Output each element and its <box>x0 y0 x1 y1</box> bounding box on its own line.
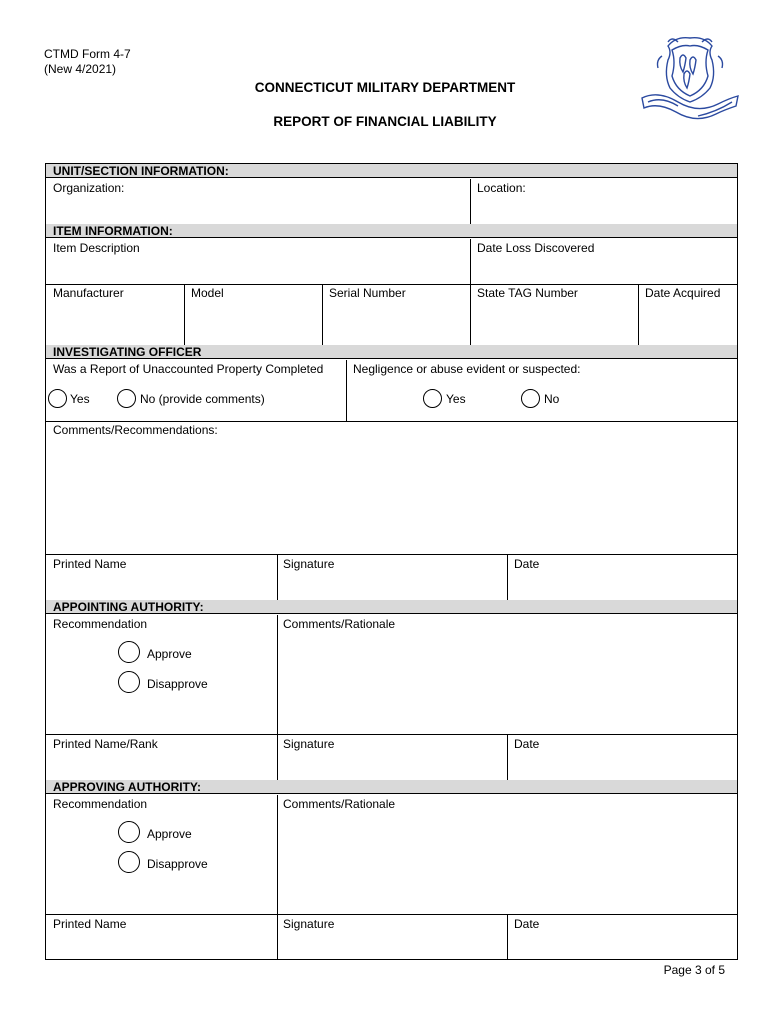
manufacturer-field[interactable]: Manufacturer <box>53 286 124 300</box>
io-signature-field[interactable]: Signature <box>283 557 335 571</box>
appointing-comments-field[interactable]: Comments/Rationale <box>283 617 396 631</box>
model-field[interactable]: Model <box>191 286 224 300</box>
report-no-radio[interactable] <box>117 389 136 408</box>
report-yes-label: Yes <box>70 392 90 406</box>
connecticut-state-seal-icon <box>638 32 742 122</box>
comments-recommendations-field[interactable]: Comments/Recommendations: <box>53 423 218 437</box>
approving-date-field[interactable]: Date <box>514 917 540 931</box>
financial-liability-form <box>45 163 738 960</box>
organization-field[interactable]: Organization: <box>53 181 125 195</box>
approving-approve-label: Approve <box>147 827 192 841</box>
appointing-printed-name-field[interactable]: Printed Name/Rank <box>53 737 158 751</box>
appointing-recommendation-label: Recommendation <box>53 617 148 631</box>
approving-signature-field[interactable]: Signature <box>283 917 335 931</box>
negligence-no-radio[interactable] <box>521 389 540 408</box>
negligence-no-label: No <box>544 392 560 406</box>
divider <box>507 914 508 960</box>
divider <box>46 554 737 555</box>
approving-authority-heading: APPROVING AUTHORITY: <box>46 780 737 794</box>
department-title: CONNECTICUT MILITARY DEPARTMENT <box>254 80 516 95</box>
divider <box>277 795 278 960</box>
divider <box>638 284 639 345</box>
divider <box>184 284 185 345</box>
report-title: REPORT OF FINANCIAL LIABILITY <box>273 114 497 129</box>
item-description-field[interactable]: Item Description <box>53 241 140 255</box>
divider <box>46 421 737 422</box>
divider <box>470 239 471 284</box>
io-date-field[interactable]: Date <box>514 557 540 571</box>
divider <box>470 179 471 224</box>
divider <box>277 615 278 780</box>
unit-section-heading: UNIT/SECTION INFORMATION: <box>46 164 737 178</box>
page-number: Page 3 of 5 <box>663 963 725 977</box>
approving-disapprove-radio[interactable] <box>118 851 140 873</box>
divider <box>470 284 471 345</box>
negligence-yes-label: Yes <box>446 392 466 406</box>
divider <box>507 734 508 780</box>
item-info-heading: ITEM INFORMATION: <box>46 224 737 238</box>
state-tag-number-field[interactable]: State TAG Number <box>477 286 578 300</box>
divider <box>46 914 737 915</box>
negligence-yes-radio[interactable] <box>423 389 442 408</box>
appointing-date-field[interactable]: Date <box>514 737 540 751</box>
approving-printed-name-field[interactable]: Printed Name <box>53 917 127 931</box>
divider <box>277 554 278 600</box>
investigating-officer-heading: INVESTIGATING OFFICER <box>46 345 737 359</box>
divider <box>346 360 347 421</box>
date-acquired-field[interactable]: Date Acquired <box>645 286 721 300</box>
approving-disapprove-label: Disapprove <box>147 857 208 871</box>
divider <box>322 284 323 345</box>
form-number: CTMD Form 4-7 <box>44 47 131 61</box>
report-completed-question: Was a Report of Unaccounted Property Completed <box>53 362 324 376</box>
divider <box>46 734 737 735</box>
appointing-approve-label: Approve <box>147 647 192 661</box>
appointing-disapprove-radio[interactable] <box>118 671 140 693</box>
approving-recommendation-label: Recommendation <box>53 797 148 811</box>
approving-approve-radio[interactable] <box>118 821 140 843</box>
negligence-question: Negligence or abuse evident or suspected: <box>353 362 581 376</box>
form-id <box>44 47 131 77</box>
date-loss-discovered-field[interactable]: Date Loss Discovered <box>477 241 595 255</box>
divider <box>46 284 737 285</box>
location-field[interactable]: Location: <box>477 181 526 195</box>
appointing-disapprove-label: Disapprove <box>147 677 208 691</box>
appointing-authority-heading: APPOINTING AUTHORITY: <box>46 600 737 614</box>
report-yes-radio[interactable] <box>48 389 67 408</box>
approving-comments-field[interactable]: Comments/Rationale <box>283 797 396 811</box>
io-printed-name-field[interactable]: Printed Name <box>53 557 127 571</box>
report-no-label: No (provide comments) <box>140 392 265 406</box>
form-revision: (New 4/2021) <box>44 62 117 76</box>
appointing-signature-field[interactable]: Signature <box>283 737 335 751</box>
appointing-approve-radio[interactable] <box>118 641 140 663</box>
divider <box>507 554 508 600</box>
serial-number-field[interactable]: Serial Number <box>329 286 406 300</box>
